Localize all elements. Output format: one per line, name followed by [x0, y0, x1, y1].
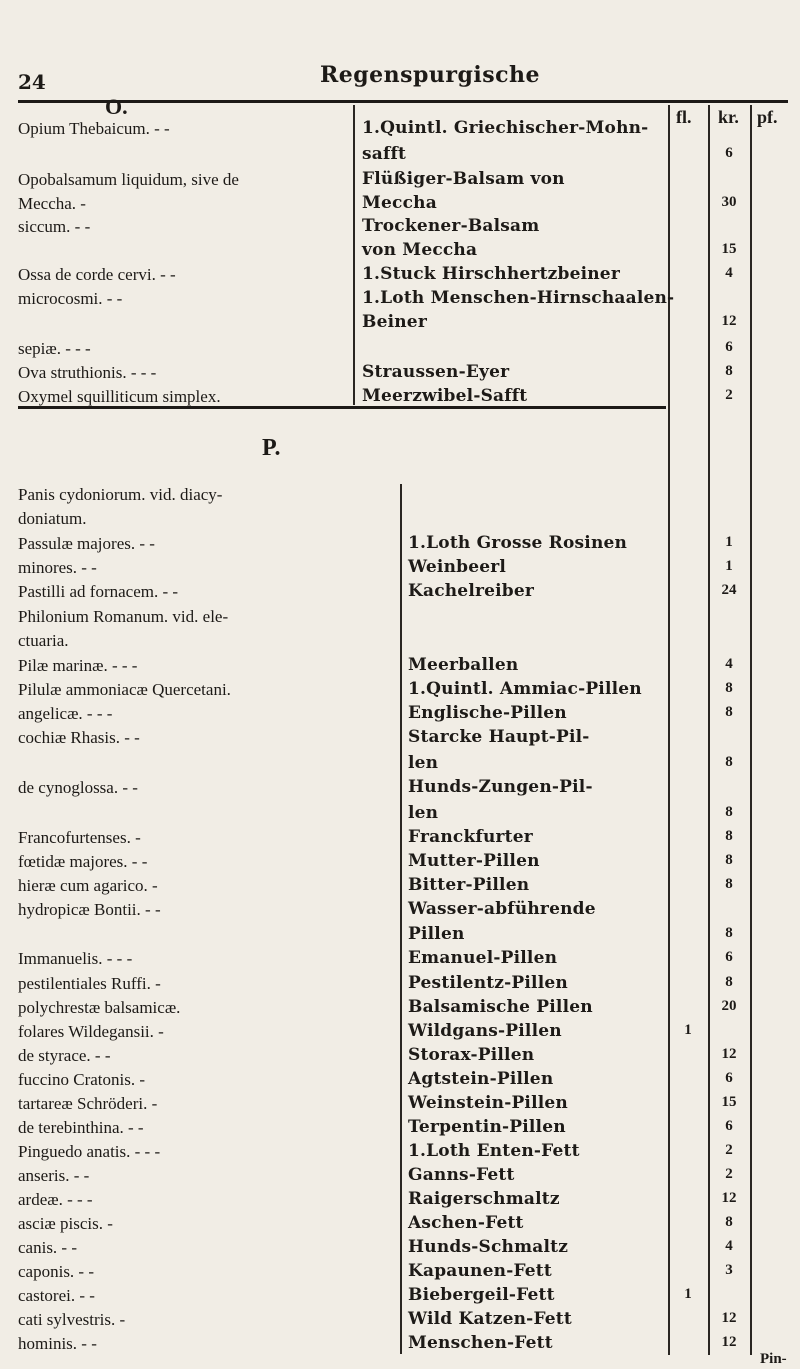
table-cell-latin: Ossa de corde cervi. - -	[18, 265, 176, 284]
table-cell-latin: hominis. - -	[18, 1334, 97, 1353]
table-cell-german: Weinstein-Pillen	[408, 1093, 568, 1113]
table-cell-latin: Panis cydoniorum. vid. diacy-	[18, 485, 223, 504]
table-cell-latin: Opobalsamum liquidum, sive de	[18, 170, 239, 189]
table-cell-german: Agtstein-Pillen	[408, 1069, 554, 1089]
table-cell-german: 1.Loth Menschen-Hirnschaalen-	[362, 288, 675, 308]
header-rule	[18, 100, 788, 103]
table-cell-german: 1.Loth Grosse Rosinen	[408, 533, 628, 553]
section-letter-p: P.	[262, 435, 281, 461]
table-cell-kr: 2	[725, 1166, 733, 1182]
table-cell-kr: 6	[725, 145, 733, 161]
table-cell-german: Kachelreiber	[408, 581, 535, 601]
table-cell-latin: castorei. - -	[18, 1286, 95, 1305]
table-cell-german: Flüßiger-Balsam von	[362, 169, 565, 189]
table-cell-kr: 4	[725, 1238, 733, 1254]
table-cell-latin: de styrace. - -	[18, 1046, 111, 1065]
table-cell-kr: 1	[725, 534, 733, 550]
column-rule-o	[353, 105, 355, 405]
table-cell-latin: doniatum.	[18, 509, 87, 528]
table-cell-latin: Opium Thebaicum. - -	[18, 119, 170, 138]
table-cell-german: Starcke Haupt-Pil-	[408, 727, 590, 747]
table-cell-german: Raigerschmaltz	[408, 1189, 560, 1209]
table-cell-german: Hunds-Zungen-Pil-	[408, 777, 593, 797]
table-cell-latin: siccum. - -	[18, 217, 91, 236]
table-cell-german: Balsamische Pillen	[408, 997, 593, 1017]
table-cell-german: len	[408, 753, 439, 773]
table-cell-german: Hunds-Schmaltz	[408, 1237, 569, 1257]
table-cell-latin: Francofurtenses. -	[18, 828, 141, 847]
table-cell-german: Biebergeil-Fett	[408, 1285, 555, 1305]
table-cell-german: Kapaunen-Fett	[408, 1261, 552, 1281]
table-cell-german: 1.Quintl. Griechischer-Mohn-	[362, 118, 649, 138]
table-cell-german: Englische-Pillen	[408, 703, 567, 723]
table-cell-german: Terpentin-Pillen	[408, 1117, 566, 1137]
table-cell-kr: 8	[725, 680, 733, 696]
table-cell-kr: 6	[725, 339, 733, 355]
table-cell-fl: 1	[684, 1286, 692, 1302]
table-cell-german: 1.Loth Enten-Fett	[408, 1141, 580, 1161]
table-cell-kr: 20	[721, 998, 737, 1014]
table-cell-latin: de cynoglossa. - -	[18, 778, 138, 797]
table-cell-kr: 8	[725, 852, 733, 868]
table-cell-latin: cochiæ Rhasis. - -	[18, 728, 140, 747]
table-cell-german: Weinbeerl	[408, 557, 507, 577]
table-cell-latin: microcosmi. - -	[18, 289, 123, 308]
page-number: 24	[18, 70, 46, 94]
table-cell-latin: Pilulæ ammoniacæ Quercetani.	[18, 680, 231, 699]
table-cell-latin: fuccino Cratonis. -	[18, 1070, 145, 1089]
page-title: Regenspurgische	[320, 62, 541, 88]
table-cell-latin: pestilentiales Ruffi. -	[18, 974, 161, 993]
table-cell-kr: 8	[725, 876, 733, 892]
column-header-fl: fl.	[676, 107, 692, 127]
table-cell-kr: 15	[721, 241, 737, 257]
table-cell-german: Wildgans-Pillen	[408, 1021, 562, 1041]
table-cell-kr: 6	[725, 949, 733, 965]
table-cell-german: Pillen	[408, 924, 465, 944]
table-cell-latin: Pastilli ad fornacem. - -	[18, 582, 179, 601]
table-cell-latin: Pinguedo anatis. - - -	[18, 1142, 161, 1161]
table-cell-kr: 12	[721, 1190, 737, 1206]
table-cell-latin: Ova struthionis. - - -	[18, 363, 157, 382]
table-cell-kr: 8	[725, 974, 733, 990]
table-cell-kr: 4	[725, 265, 733, 281]
table-cell-kr: 30	[721, 194, 737, 210]
table-cell-german: Storax-Pillen	[408, 1045, 535, 1065]
table-cell-latin: minores. - -	[18, 558, 97, 577]
catchword: Pin-	[760, 1351, 787, 1367]
table-cell-german: 1.Quintl. Ammiac-Pillen	[408, 679, 642, 699]
table-cell-kr: 1	[725, 558, 733, 574]
table-cell-latin: sepiæ. - - -	[18, 339, 91, 358]
table-cell-german: Franckfurter	[408, 827, 533, 847]
table-cell-german: len	[408, 803, 439, 823]
table-cell-latin: tartareæ Schröderi. -	[18, 1094, 158, 1113]
table-cell-latin: de terebinthina. - -	[18, 1118, 144, 1137]
table-cell-latin: hydropicæ Bontii. - -	[18, 900, 161, 919]
table-cell-german: Emanuel-Pillen	[408, 948, 558, 968]
table-cell-kr: 3	[725, 1262, 733, 1278]
table-cell-latin: hieræ cum agarico. -	[18, 876, 158, 895]
table-cell-kr: 12	[721, 313, 737, 329]
table-cell-german: safft	[362, 144, 407, 164]
table-cell-kr: 12	[721, 1334, 737, 1350]
table-cell-german: Wild Katzen-Fett	[408, 1309, 572, 1329]
table-cell-latin: Passulæ majores. - -	[18, 534, 155, 553]
table-cell-latin: angelicæ. - - -	[18, 704, 113, 723]
table-cell-latin: Immanuelis. - - -	[18, 949, 133, 968]
table-cell-kr: 8	[725, 925, 733, 941]
table-cell-german: Trockener-Balsam	[362, 216, 540, 236]
table-cell-kr: 12	[721, 1310, 737, 1326]
table-cell-fl: 1	[684, 1022, 692, 1038]
table-cell-latin: canis. - -	[18, 1238, 78, 1257]
table-cell-german: Meerballen	[408, 655, 519, 675]
table-cell-german: Mutter-Pillen	[408, 851, 540, 871]
table-cell-kr: 15	[721, 1094, 737, 1110]
section-divider	[18, 406, 666, 409]
table-cell-latin: asciæ piscis. -	[18, 1214, 113, 1233]
table-cell-german: Pestilentz-Pillen	[408, 973, 568, 993]
table-cell-kr: 8	[725, 1214, 733, 1230]
table-cell-latin: ctuaria.	[18, 631, 69, 650]
table-cell-kr: 8	[725, 754, 733, 770]
column-header-kr: kr.	[718, 107, 739, 127]
section-letter-o: O.	[105, 94, 128, 119]
table-cell-latin: folares Wildegansii. -	[18, 1022, 164, 1041]
table-cell-german: Bitter-Pillen	[408, 875, 530, 895]
table-cell-german: Menschen-Fett	[408, 1333, 553, 1353]
table-cell-german: Meccha	[362, 193, 437, 213]
table-cell-latin: Oxymel squilliticum simplex.	[18, 387, 221, 406]
table-cell-german: Meerzwibel-Safft	[362, 386, 528, 406]
table-cell-latin: ardeæ. - - -	[18, 1190, 93, 1209]
table-cell-kr: 2	[725, 387, 733, 403]
table-cell-german: Beiner	[362, 312, 427, 332]
table-cell-kr: 8	[725, 804, 733, 820]
table-cell-kr: 12	[721, 1046, 737, 1062]
table-cell-german: Straussen-Eyer	[362, 362, 510, 382]
column-rule-p	[400, 484, 402, 1354]
column-header-pf: pf.	[757, 107, 778, 127]
table-cell-latin: fœtidæ majores. - -	[18, 852, 148, 871]
table-cell-latin: polychrestæ balsamicæ.	[18, 998, 181, 1017]
table-cell-kr: 4	[725, 656, 733, 672]
column-rule-pf	[750, 105, 752, 1355]
table-cell-kr: 2	[725, 1142, 733, 1158]
table-cell-kr: 8	[725, 363, 733, 379]
table-cell-german: Aschen-Fett	[408, 1213, 524, 1233]
table-cell-latin: Philonium Romanum. vid. ele-	[18, 607, 229, 626]
column-rule-kr	[708, 105, 710, 1355]
table-cell-kr: 8	[725, 828, 733, 844]
table-cell-kr: 8	[725, 704, 733, 720]
table-cell-latin: anseris. - -	[18, 1166, 90, 1185]
table-cell-latin: Meccha. -	[18, 194, 86, 213]
table-cell-latin: caponis. - -	[18, 1262, 95, 1281]
table-cell-kr: 6	[725, 1070, 733, 1086]
table-cell-kr: 6	[725, 1118, 733, 1134]
table-cell-german: Wasser-abführende	[408, 899, 596, 919]
table-cell-latin: Pilæ marinæ. - - -	[18, 656, 138, 675]
table-cell-german: von Meccha	[362, 240, 478, 260]
table-cell-german: 1.Stuck Hirschhertzbeiner	[362, 264, 620, 284]
table-cell-latin: cati sylvestris. -	[18, 1310, 126, 1329]
table-cell-german: Ganns-Fett	[408, 1165, 515, 1185]
table-cell-kr: 24	[721, 582, 737, 598]
